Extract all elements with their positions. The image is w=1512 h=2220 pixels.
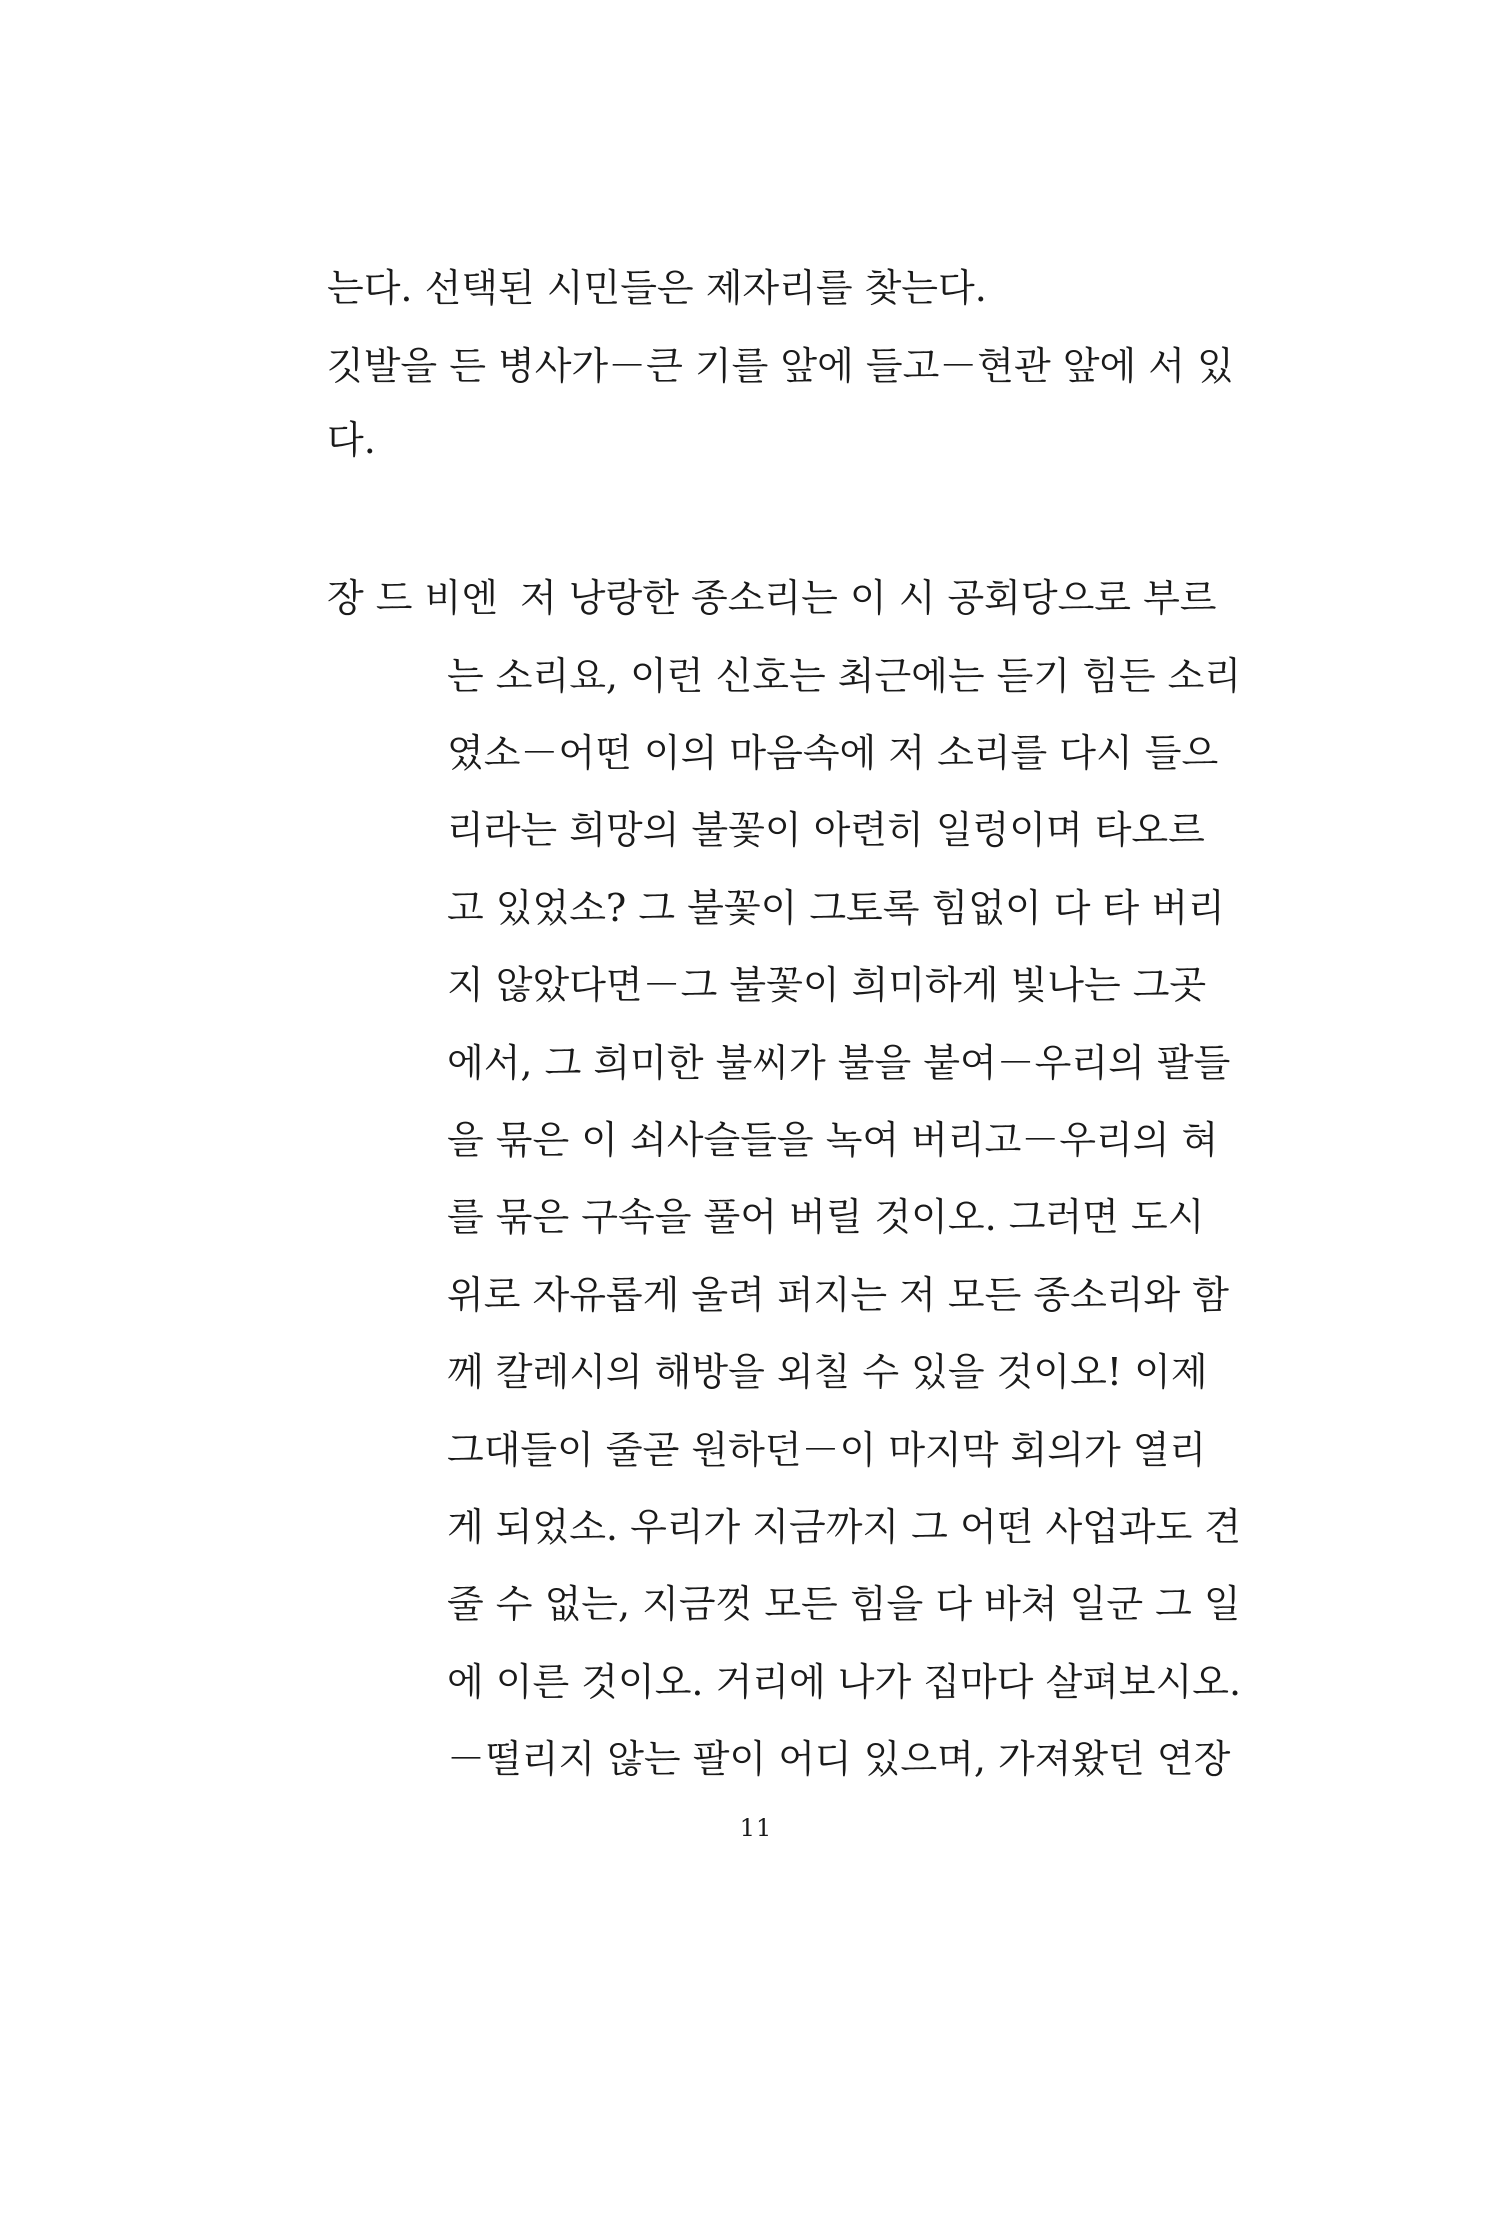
stage-direction-line-1: 는다. 선택된 시민들은 제자리를 찾는다. [327, 266, 987, 310]
dialogue-text: 저 낭랑한 종소리는 이 시 공회당으로 부르 [520, 576, 1217, 620]
page-number: 11 [739, 1814, 773, 1842]
dialogue-line: 줄 수 없는, 지금껏 모든 힘을 다 바쳐 일군 그 일 [447, 1582, 1241, 1626]
dialogue-line: 지 않았다면－그 불꽃이 희미하게 빛나는 그곳 [447, 963, 1207, 1007]
dialogue-line: 는 소리요, 이런 신호는 최근에는 듣기 힘든 소리 [447, 654, 1242, 698]
speaker-name: 장 드 비엔 [327, 576, 498, 620]
stage-direction-line-2: 깃발을 든 병사가－큰 기를 앞에 들고－현관 앞에 서 있 [327, 344, 1234, 388]
dialogue-line: 에서, 그 희미한 불씨가 불을 붙여－우리의 팔들 [447, 1041, 1231, 1085]
dialogue-line: 게 되었소. 우리가 지금까지 그 어떤 사업과도 견 [447, 1505, 1242, 1549]
dialogue-line: 을 묶은 이 쇠사슬들을 녹여 버리고－우리의 혀 [447, 1118, 1219, 1162]
dialogue-line: 그대들이 줄곧 원하던－이 마지막 회의가 열리 [447, 1428, 1207, 1472]
dialogue-line: 리라는 희망의 불꽃이 아련히 일렁이며 타오르 [447, 808, 1205, 852]
dialogue-line: 를 묶은 구속을 풀어 버릴 것이오. 그러면 도시 [447, 1195, 1205, 1239]
dialogue-first-line [327, 572, 1237, 624]
dialogue-line: 였소－어떤 이의 마음속에 저 소리를 다시 들으 [447, 731, 1219, 775]
dialogue-line: －떨리지 않는 팔이 어디 있으며, 가져왔던 연장 [447, 1737, 1231, 1781]
dialogue-line: 위로 자유롭게 울려 퍼지는 저 모든 종소리와 함 [447, 1273, 1230, 1317]
dialogue-line: 에 이른 것이오. 거리에 나가 집마다 살펴보시오. [447, 1660, 1242, 1704]
dialogue-line: 께 칼레시의 해방을 외칠 수 있을 것이오! 이제 [447, 1350, 1208, 1394]
dialogue-line: 고 있었소? 그 불꽃이 그토록 힘없이 다 타 버리 [447, 886, 1225, 930]
stage-direction-line-3: 다. [327, 418, 376, 462]
